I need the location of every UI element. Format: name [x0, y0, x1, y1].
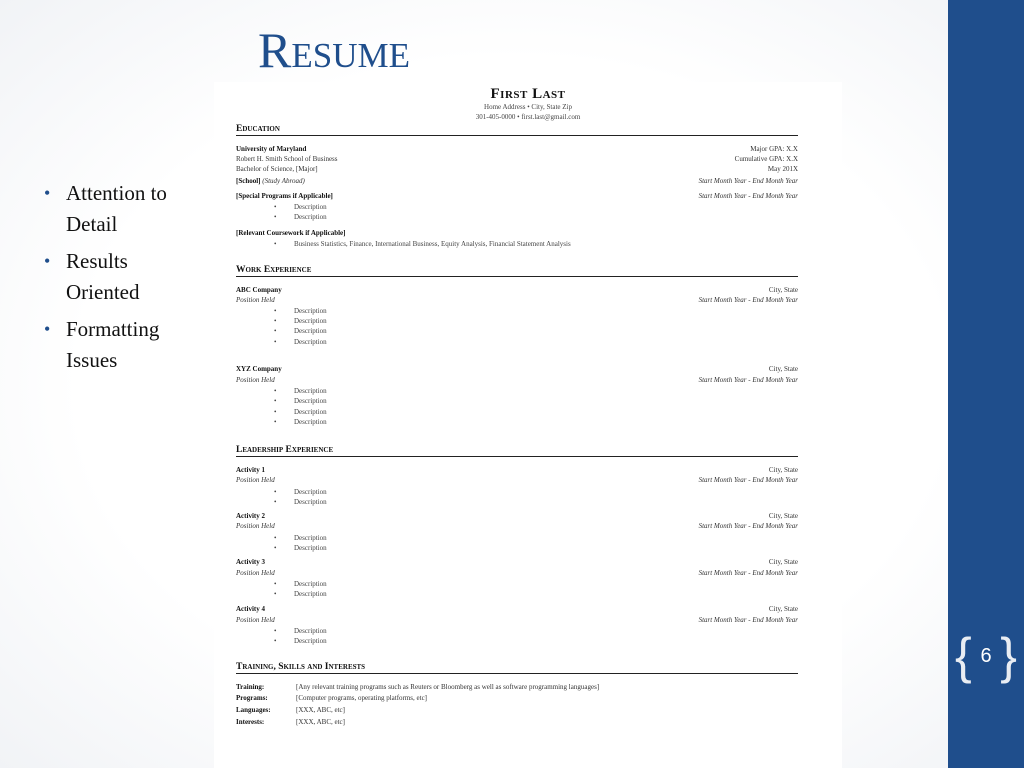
activity-row: Activity 1 City, State — [236, 466, 798, 474]
activity-row: Activity 3 City, State — [236, 558, 798, 566]
description-item: • Description — [274, 534, 327, 542]
page-number: 6 — [980, 645, 992, 667]
description-item: • Description — [274, 338, 327, 346]
education-row: University of Maryland Major GPA: X.X — [236, 145, 798, 153]
description-item: • Description — [274, 580, 327, 588]
education-row: [Special Programs if Applicable] Start Month Year - End Month Year — [236, 192, 798, 200]
education-heading: Education — [236, 124, 798, 136]
activity-row: Activity 2 City, State — [236, 512, 798, 520]
skills-heading: Training, Skills and Interests — [236, 662, 798, 674]
resume-address: Home Address • City, State Zip — [484, 103, 572, 111]
description-item: • Description — [274, 590, 327, 598]
activity-row: Activity 4 City, State — [236, 605, 798, 613]
skills-row: Programs: [Computer programs, operating platforms, etc] — [236, 694, 428, 702]
activity-row: Position Held Start Month Year - End Month Year — [236, 616, 798, 624]
description-item: • Description — [274, 544, 327, 552]
activity-row: Position Held Start Month Year - End Month Year — [236, 476, 798, 484]
skills-row: Languages: [XXX, ABC, etc] — [236, 706, 345, 714]
bullet-list — [44, 178, 204, 382]
slide-title — [258, 22, 410, 78]
right-brace-icon: } — [1000, 628, 1017, 684]
page-number-badge — [955, 628, 1017, 684]
education-row: Robert H. Smith School of Business Cumulative GPA: X.X — [236, 155, 798, 163]
activity-row: Position Held Start Month Year - End Month Year — [236, 569, 798, 577]
description-item: • Description — [274, 327, 327, 335]
skills-row: Interests: [XXX, ABC, etc] — [236, 718, 345, 726]
description-item: • Description — [274, 317, 327, 325]
left-brace-icon: { — [955, 628, 972, 684]
education-row: [Relevant Coursework if Applicable] — [236, 229, 346, 237]
description-item: • Description — [274, 203, 327, 211]
education-row: Bachelor of Science, [Major] May 201X — [236, 165, 798, 173]
job-row: XYZ Company City, State — [236, 365, 798, 373]
description-item: • Description — [274, 307, 327, 315]
leadership-heading: Leadership Experience — [236, 445, 798, 457]
education-row: [School] (Study Abroad) Start Month Year - End Month Year — [236, 177, 798, 185]
title-initial: R — [258, 22, 292, 78]
bullet-item: • Formatting Issues — [44, 317, 160, 372]
skills-row: Training: [Any relevant training programs such as Reuters or Bloomberg as well as software programming languages] — [236, 683, 600, 691]
work-heading: Work Experience — [236, 265, 798, 277]
description-item: • Description — [274, 418, 327, 426]
description-item: • Description — [274, 408, 327, 416]
description-item: • Description — [274, 637, 327, 645]
description-item: • Description — [274, 488, 327, 496]
job-row: Position Held Start Month Year - End Month Year — [236, 376, 798, 384]
resume-contact: 301-405-0000 • first.last@gmail.com — [475, 113, 581, 121]
description-item: • Description — [274, 213, 327, 221]
resume-name: First Last — [490, 86, 566, 102]
description-item: • Description — [274, 627, 327, 635]
title-rest: esume — [291, 22, 410, 78]
bullet-item: • Results Oriented — [44, 249, 140, 304]
bullet-item: • Attention to Detail — [44, 181, 167, 236]
coursework-item: • Business Statistics, Finance, International Business, Equity Analysis, Financial Statement Analysis — [274, 240, 571, 248]
description-item: • Description — [274, 397, 327, 405]
description-item: • Description — [274, 387, 327, 395]
job-row: Position Held Start Month Year - End Month Year — [236, 296, 798, 304]
job-row: ABC Company City, State — [236, 286, 798, 294]
resume-document — [214, 82, 842, 768]
description-item: • Description — [274, 498, 327, 506]
activity-row: Position Held Start Month Year - End Month Year — [236, 522, 798, 530]
